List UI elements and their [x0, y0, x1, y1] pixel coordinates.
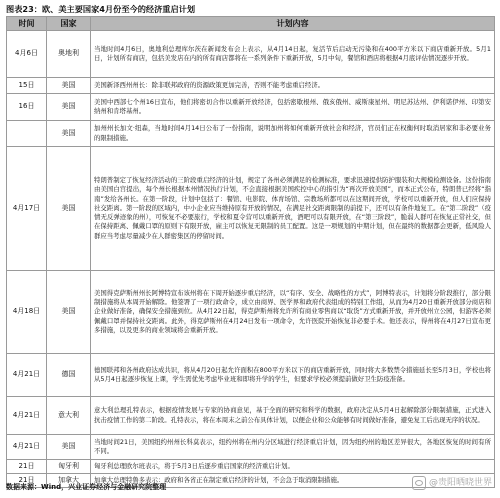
row-country: 奥地利: [47, 31, 91, 78]
table-row: [7, 271, 495, 354]
row-country: 美国: [47, 94, 91, 121]
row-date: 21日: [7, 460, 47, 474]
watermark: [412, 476, 492, 490]
row-country: 匈牙利: [47, 460, 91, 474]
row-country: 德国: [47, 354, 91, 397]
row-country: 美国: [47, 78, 91, 94]
row-date: 15日: [7, 78, 47, 94]
row-plan: 匈牙利总理欧尔班表示，将于5月3日后逐步重启国家的经济重启计划。: [91, 460, 495, 474]
table-row: [7, 94, 495, 121]
row-plan: 加拿大总理特鲁多表示：政府和各省正在制定重启经济的计划，不会急于取消限制措施。: [91, 474, 495, 488]
row-country: 美国: [47, 147, 91, 271]
row-plan: 德国联邦和各州政府达成共识，将从4月20日起允许面积在800平方米以下的商店重新开放，同时将大多数禁令措施延长至5月3日，学校也将从5月4日起逐步恢复上课，学生需优先考虑毕业班和即将升学的学生，但要求学校必须提前做好卫生防疫准备。: [91, 354, 495, 397]
row-plan: 当地时间21日，美国纽约州州长科莫表示，纽约州将在州内分区域进行经济重启计划，因为纽约州的地区差异很大，各地区恢复的时间有所不同。: [91, 435, 495, 460]
row-country: 美国: [47, 271, 91, 354]
row-plan: 特朗普制定了恢复经济活动的三阶段重启经济的计划，规定了各州必须满足的检测标准，要求迅速提供防护服装和大规模检测设备。这份指南由美国白宫提出，每个州长根据本州情况执行计划，不会直接根据美国疾控中心的指引为“再次开放美国”，而本正式公布，特朗普已经将“指南”发给各州长。在第一阶段，计划中包括了：餐馆、电影院、体育场馆、宗教场所都可以在这期间开放，学校可以重新开放，但人们应保持社交距离。第一阶段的区域内，中小企业应当维持原有开放的情况，在满足社交距离限制的前提下，还可以有条件地复工。在“第二阶段”（疫情无反弹迹象的州），可恢复不必要旅行，学校和夏令营可以重新开放，酒吧可以有限开放，在“第三阶段”，脆弱人群可在恢复正常社交，但在保持距离、佩戴口罩的原则下有限开放，雇主可以恢复无限制的员工配置。这是一项规划的中期计划，但在最终的数据都会更新，低风险人群应当考虑尽量减少在人群密集区的停留时间。: [91, 147, 495, 271]
row-plan: 美国得克萨斯州州长阿博特宣布该州将在下周开始逐步重启经济，以“有序、安全、战略性的方式”，阿博特表示，计划将分阶段推行，部分限制措施将从本周开始解除。他签署了一项行政命令，成立由商界、医学界和政府代表组成的特别工作组，从而为4月20日重新开放部分商店和企业做好准备，确保安全措施到位。从4月22日起，得克萨斯州将允许所有商业零售商以“取货”方式重新开放，并开放州立公园，但游客必须佩戴口罩并保持社交距离。此外，得克萨斯州在4月24日发布一项命令，允许医院开始恢复非必要手术。他还表示，得州将在4月27日宣布更多措施，以及更多的商业领域将会重新开放。: [91, 271, 495, 354]
watermark-text: @贵阳晒晓世界: [428, 478, 492, 488]
row-date: [7, 121, 47, 147]
data-source-note: 数据来源：Wind，兴业证券经济与金融研究院整理: [6, 483, 167, 491]
table-header-row: [7, 17, 495, 31]
table-row: [7, 121, 495, 147]
table-row: [7, 397, 495, 435]
header-time: 时间: [7, 17, 47, 31]
row-date: 4月18日: [7, 271, 47, 354]
row-date: 4月21日: [7, 354, 47, 397]
table-row: [7, 147, 495, 271]
table-row: [7, 78, 495, 94]
row-date: 16日: [7, 94, 47, 121]
table-row: [7, 435, 495, 460]
header-plan: 计划内容: [91, 17, 495, 31]
row-plan: 意大利总理孔特表示，根据疫情发展与专家的协商意见，基于全面的研究和科学的数据，政府决定从5月4日起解除部分限制措施，正式进入抗击疫情工作的第二阶段。孔特表示，将在本周末之前公布具体计划，以便企业和公众能够有时间做好准备，避免复工后出现无序的状况。: [91, 397, 495, 435]
figure-title: 图表23：欧、美主要国家4月份至今的经济重启计划: [6, 4, 196, 14]
row-date: 21日: [7, 474, 47, 488]
row-plan: 当地时间4月6日，奥地利总理库尔茨在新闻发布会上表示，从4月14日起，复活节后启动无污染和在400平方米以下商店重新开放。5月1日，计划所有商店，包括美发店在内的所有商店都将在一系列条件下重新开放，5月中旬，餐馆和酒店将根据4月底评估情况逐步开放。: [91, 31, 495, 78]
wechat-icon: [412, 476, 426, 490]
row-date: 4月21日: [7, 397, 47, 435]
reopening-plan-table: [6, 16, 495, 488]
row-country: 意大利: [47, 397, 91, 435]
row-date: 4月6日: [7, 31, 47, 78]
row-plan: 加州州长加文·纽森，当地时间4月14日公布了一份指南，说明加州将如何重新开放社会和经济，官员们正在权衡何时取消居家和非必要业务的限制措施。: [91, 121, 495, 147]
row-date: 4月21日: [7, 435, 47, 460]
row-plan: 美国中西部七个州16日宣布，他们将密切合作以重新开放经济，包括密歇根州、俄亥俄州、威斯康星州、明尼苏达州、伊利诺伊州、印第安纳州和肯塔基州。: [91, 94, 495, 121]
row-plan: 美国新泽西州州长：除非联邦政府的资源政策更加完善，否则不能考虑重启经济。: [91, 78, 495, 94]
row-country: 美国: [47, 121, 91, 147]
table-row: [7, 460, 495, 474]
table-row: [7, 31, 495, 78]
row-country: 美国: [47, 435, 91, 460]
row-country: 加拿大: [47, 474, 91, 488]
header-country: 国家: [47, 17, 91, 31]
row-date: 4月17日: [7, 147, 47, 271]
table-row: [7, 354, 495, 397]
